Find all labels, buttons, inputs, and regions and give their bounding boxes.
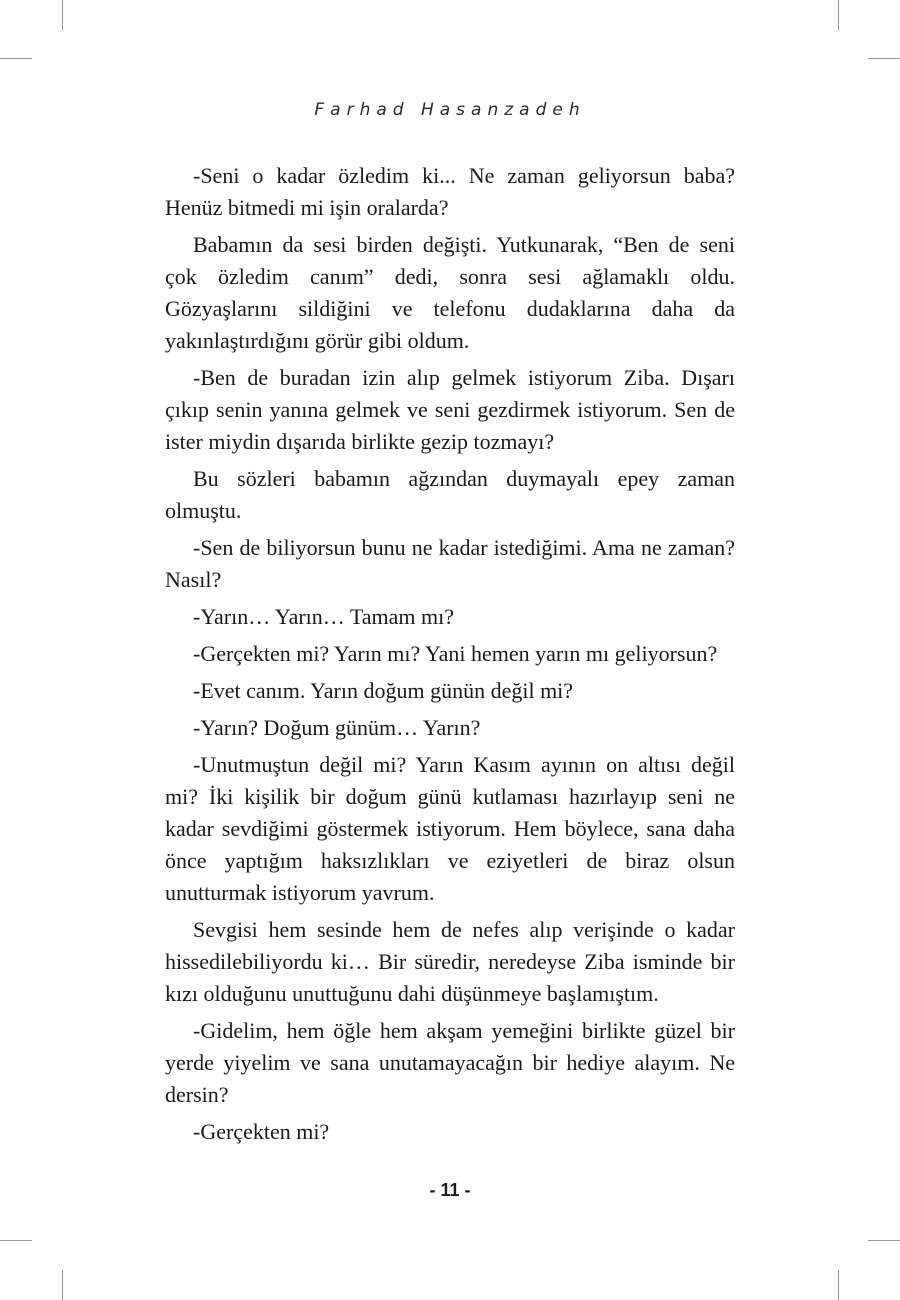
paragraph: -Yarın… Yarın… Tamam mı? — [193, 604, 455, 629]
crop-mark-bottom-right-horizontal — [868, 1240, 900, 1241]
paragraph: -Unutmuştun değil mi? Yarın Kasım ayının on altısı değil mi? İki kişilik bir doğum günü kutlaması hazırlayıp seni ne kadar sevdiğimi göstermek istiyorum. Hem böylece, sana daha önce yaptığım haksızlıkları ve eziyetleri de biraz olsun unutturmak istiyorum yavrum. — [165, 752, 735, 905]
body-text — [165, 160, 735, 1153]
page-number: - 11 - — [429, 1180, 471, 1200]
paragraph: -Gerçekten mi? — [193, 1119, 330, 1144]
paragraph: -Evet canım. Yarın doğum günün değil mi? — [193, 678, 574, 703]
crop-mark-top-right-horizontal — [868, 58, 900, 59]
paragraph: -Sen de biliyorsun bunu ne kadar istediğimi. Ama ne zaman? Nasıl? — [165, 535, 735, 592]
paragraph: -Gidelim, hem öğle hem akşam yemeğini birlikte güzel bir yerde yiyelim ve sana unutamayacağın bir hediye alayım. Ne dersin? — [165, 1018, 735, 1107]
paragraph: Babamın da sesi birden değişti. Yutkunarak, “Ben de seni çok özledim canım” dedi, sonra sesi ağlamaklı oldu. Gözyaşlarını sildiğini ve telefonu dudaklarına daha da yakınlaştırdığını görür gibi oldum. — [165, 232, 735, 353]
paragraph: -Gerçekten mi? Yarın mı? Yani hemen yarın mı geliyorsun? — [193, 641, 718, 666]
paragraph: Bu sözleri babamın ağzından duymayalı epey zaman olmuştu. — [165, 466, 735, 523]
crop-mark-top-left-horizontal — [0, 58, 32, 59]
paragraph: Sevgisi hem sesinde hem de nefes alıp verişinde o kadar hissedilebiliyordu ki… Bir süredir, neredeyse Ziba isminde bir kızı olduğunu unuttuğunu dahi düşünmeye başlamıştım. — [165, 917, 735, 1006]
crop-mark-bottom-right-vertical — [838, 1270, 839, 1300]
crop-mark-bottom-left-horizontal — [0, 1240, 32, 1241]
running-header-author: Farhad Hasanzadeh — [314, 100, 586, 120]
paragraph: -Yarın? Doğum günüm… Yarın? — [193, 715, 481, 740]
crop-mark-bottom-left-vertical — [62, 1270, 63, 1300]
crop-mark-top-right-vertical — [838, 0, 839, 30]
paragraph: -Ben de buradan izin alıp gelmek istiyorum Ziba. Dışarı çıkıp senin yanına gelmek ve seni gezdirmek istiyorum. Sen de ister miydin dışarıda birlikte gezip tozmayı? — [165, 365, 735, 454]
paragraph: -Seni o kadar özledim ki... Ne zaman geliyorsun baba? Henüz bitmedi mi işin oralarda? — [165, 163, 735, 220]
crop-mark-top-left-vertical — [62, 0, 63, 30]
